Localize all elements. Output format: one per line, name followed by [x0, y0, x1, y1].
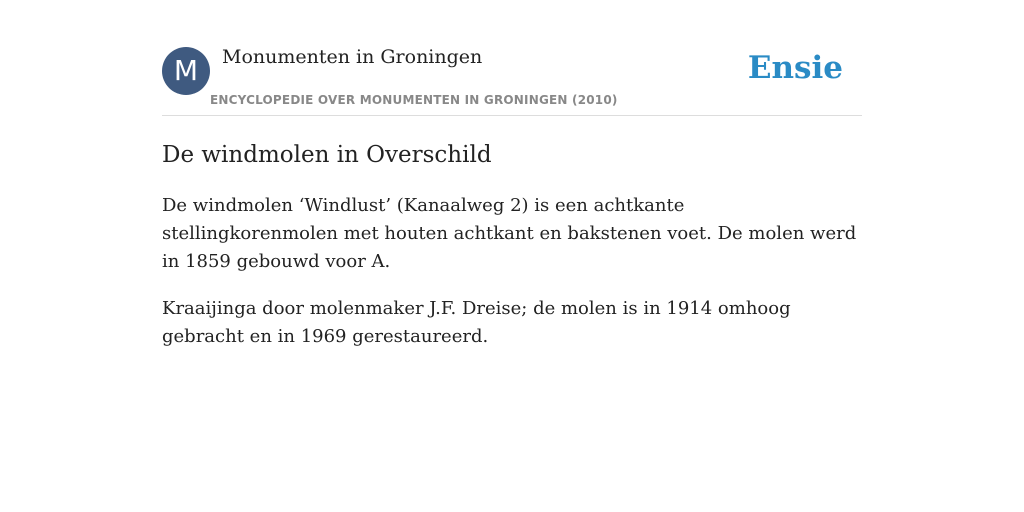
ensie-logo[interactable]: Ensie [747, 50, 843, 86]
source-title-link[interactable]: Monumenten in Groningen [222, 46, 483, 68]
avatar[interactable]: M [162, 47, 210, 95]
article [162, 138, 862, 351]
article-paragraph-1: De windmolen ‘Windlust’ (Kanaalweg 2) is een achtkante stellingkorenmolen met houten achtkant en bakstenen voet. De molen werd in 1859 gebouwd voor A. [162, 195, 857, 272]
source-subtitle: ENCYCLOPEDIE OVER MONUMENTEN IN GRONINGEN (2010) [210, 93, 618, 107]
article-paragraph-2: Kraaijinga door molenmaker J.F. Dreise; de molen is in 1914 omhoog gebracht en in 1969 gerestaureerd. [162, 298, 791, 347]
source-header [162, 40, 862, 116]
article-title: De windmolen in Overschild [162, 142, 492, 168]
